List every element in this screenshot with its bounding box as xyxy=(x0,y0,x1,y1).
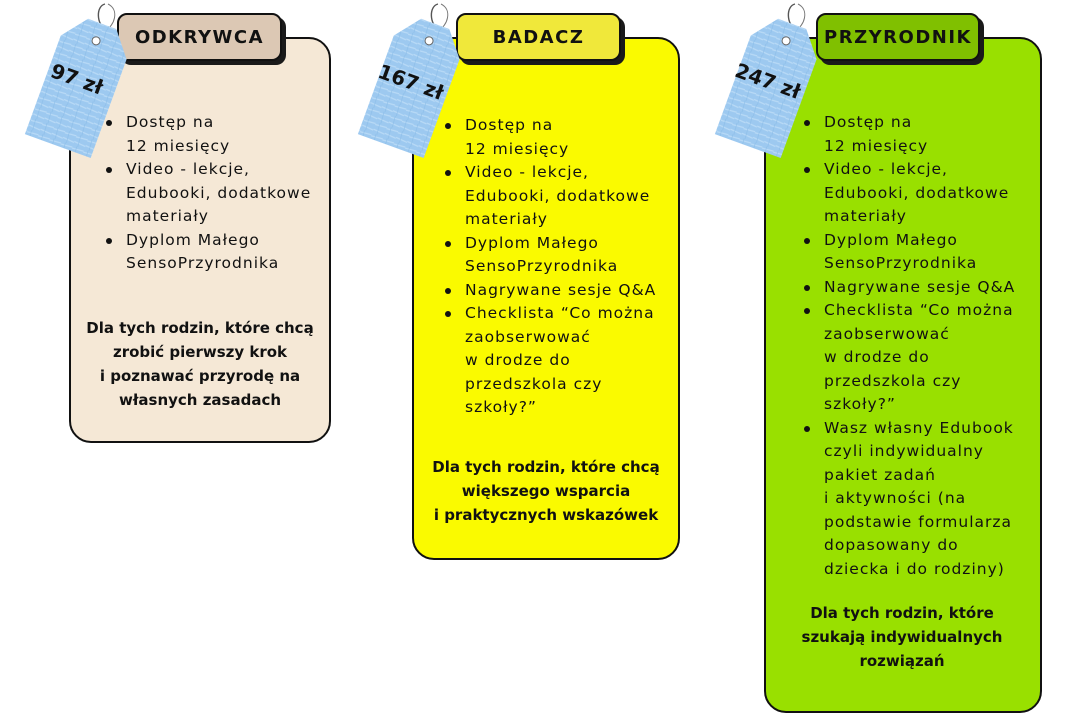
feature-item: Video - lekcje, Edubooki, dodatkowe materiały xyxy=(445,161,677,232)
price-tag-badacz xyxy=(343,0,483,160)
feature-item: Video - lekcje, Edubooki, dodatkowe materiały xyxy=(106,158,326,229)
feature-item: Dostęp na 12 miesięcy xyxy=(804,111,1036,158)
plan-description: Dla tych rodzin, które chcą zrobić pierwszy krok i poznawać przyrodę na własnych zasadach xyxy=(86,319,314,409)
feature-item: Dyplom Małego SensoPrzyrodnika xyxy=(804,229,1036,276)
plan-name-tab xyxy=(816,13,980,61)
feature-item: Nagrywane sesje Q&A xyxy=(804,276,1036,300)
feature-item: Dostęp na 12 miesięcy xyxy=(445,114,677,161)
feature-list xyxy=(804,111,1036,581)
feature-item: Checklista “Co można zaobserwować w drodze do przedszkola czy szkoły?” xyxy=(445,302,677,420)
price-tag-odkrywca xyxy=(10,0,150,160)
price-tag-przyrodnik xyxy=(700,0,840,160)
price-label: 247 zł xyxy=(731,58,804,104)
price-label: 97 zł xyxy=(47,58,107,100)
feature-item: Nagrywane sesje Q&A xyxy=(445,279,677,303)
plan-description: Dla tych rodzin, które szukają indywidualnych rozwiązań xyxy=(801,604,1003,670)
price-label: 167 zł xyxy=(374,59,447,105)
feature-item: Video - lekcje, Edubooki, dodatkowe materiały xyxy=(804,158,1036,229)
plan-description: Dla tych rodzin, które chcą większego wsparcia i praktycznych wskazówek xyxy=(432,458,660,524)
feature-item: Dyplom Małego SensoPrzyrodnika xyxy=(445,232,677,279)
feature-item: Wasz własny Edubook czyli indywidualny pakiet zadań i aktywności (na podstawie formularza dopasowany do dziecka i do rodziny) xyxy=(804,417,1036,582)
feature-item: Checklista “Co można zaobserwować w drodze do przedszkola czy szkoły?” xyxy=(804,299,1036,417)
plan-name: ODKRYWCA xyxy=(134,26,265,48)
plan-name: BADACZ xyxy=(492,26,585,48)
feature-item: Dyplom Małego SensoPrzyrodnika xyxy=(106,229,326,276)
feature-item: Dostęp na 12 miesięcy xyxy=(106,111,326,158)
plan-name: PRZYRODNIK xyxy=(824,26,972,48)
